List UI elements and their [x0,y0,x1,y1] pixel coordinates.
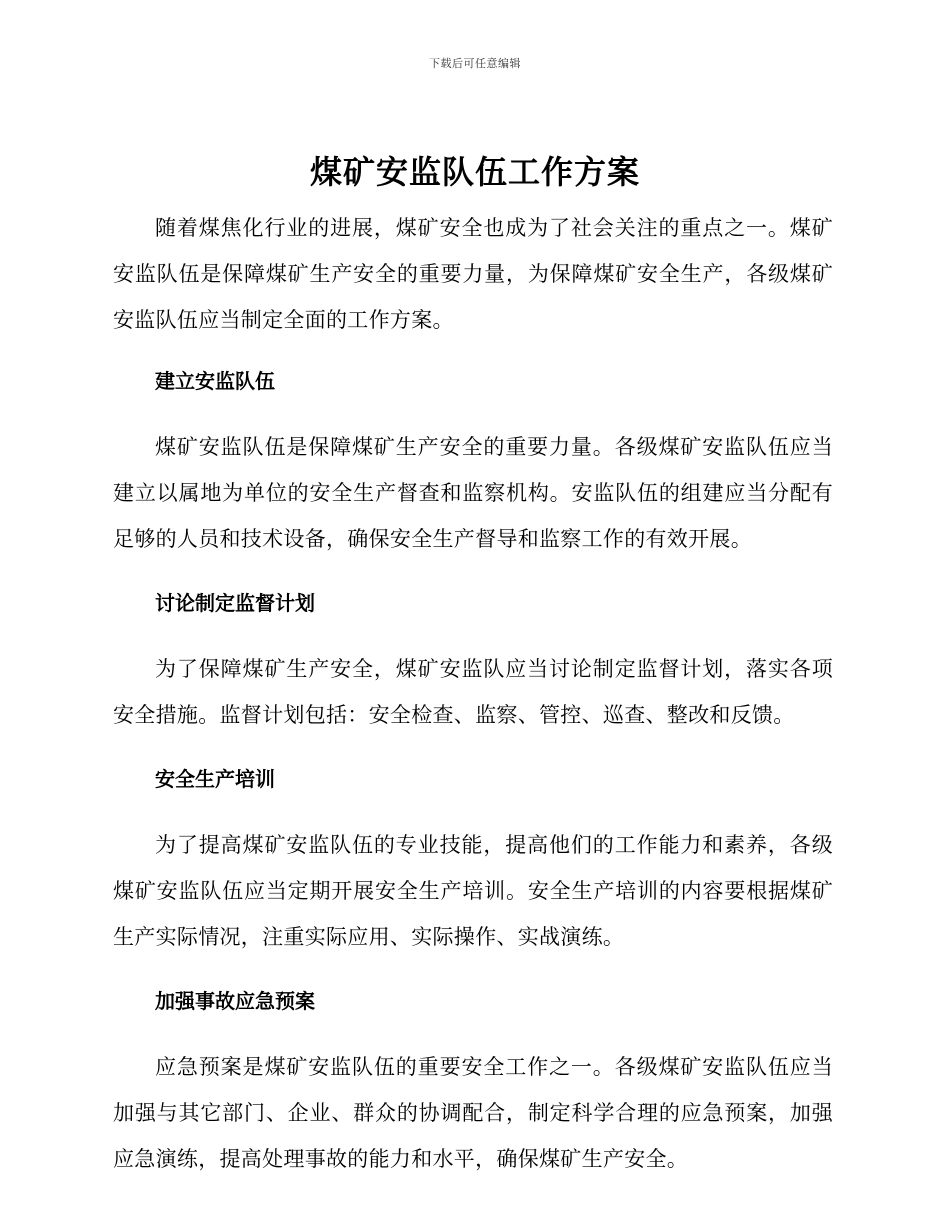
section-heading: 讨论制定监督计划 [155,591,315,615]
section-supervision-plan [113,588,833,738]
document-body [113,205,833,1182]
section-paragraph: 为了保障煤矿生产安全，煤矿安监队应当讨论制定监督计划，落实各项安全措施。监督计划包括：安全检查、监察、管控、巡查、整改和反馈。 [113,657,833,727]
intro-paragraph: 随着煤焦化行业的进展，煤矿安全也成为了社会关注的重点之一。煤矿安监队伍是保障煤矿生产安全的重要力量，为保障煤矿安全生产，各级煤矿安监队伍应当制定全面的工作方案。 [113,216,833,332]
page-title: 煤矿安监队伍工作方案 [309,153,640,191]
section-safety-training [113,764,833,960]
section-establish-team [113,366,833,562]
section-heading: 加强事故应急预案 [155,989,315,1013]
section-emergency-plan [113,986,833,1182]
section-paragraph: 应急预案是煤矿安监队伍的重要安全工作之一。各级煤矿安监队伍应当加强与其它部门、企业、群众的协调配合，制定科学合理的应急预案，加强应急演练，提高处理事故的能力和水平，确保煤矿生产安全。 [113,1055,833,1171]
section-paragraph: 为了提高煤矿安监队伍的专业技能，提高他们的工作能力和素养，各级煤矿安监队伍应当定期开展安全生产培训。安全生产培训的内容要根据煤矿生产实际情况，注重实际应用、实际操作、实战演练。 [113,833,833,949]
section-heading: 安全生产培训 [155,767,275,791]
section-heading: 建立安监队伍 [155,369,275,393]
section-paragraph: 煤矿安监队伍是保障煤矿生产安全的重要力量。各级煤矿安监队伍应当建立以属地为单位的安全生产督查和监察机构。安监队伍的组建应当分配有足够的人员和技术设备，确保安全生产督导和监察工作的有效开展。 [113,435,833,551]
header-note: 下载后可任意编辑 [429,57,521,70]
